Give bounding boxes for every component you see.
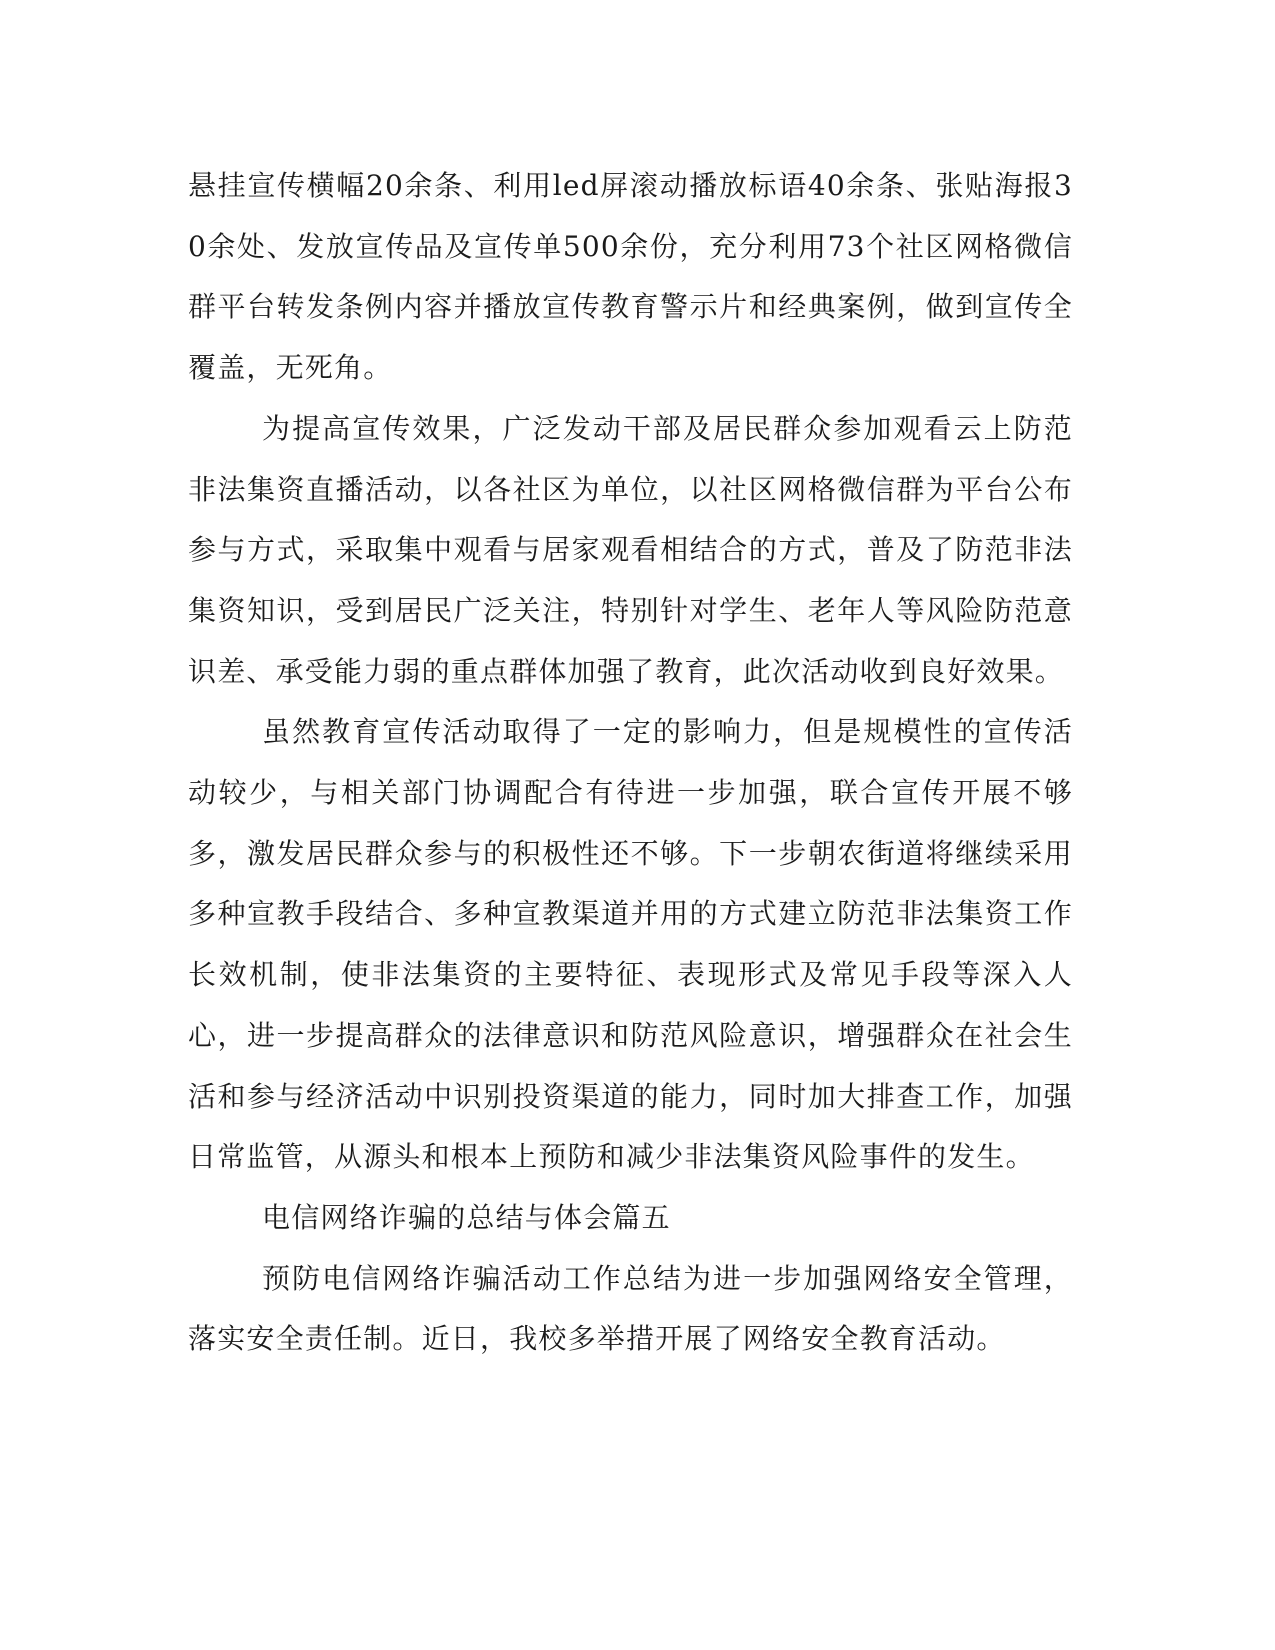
document-body [188, 156, 1073, 1370]
section-heading: 电信网络诈骗的总结与体会篇五 [262, 1200, 671, 1234]
paragraph-next-steps: 虽然教育宣传活动取得了一定的影响力，但是规模性的宣传活动较少，与相关部门协调配合有待进一步加强，联合宣传开展不够多，激发居民群众参与的积极性还不够。下一步朝农街道将继续采用多种宣教手段结合、多种宣教渠道并用的方式建立防范非法集资工作长效机制，使非法集资的主要特征、表现形式及常见手段等深入人心，进一步提高群众的法律意识和防范风险意识，增强群众在社会生活和参与经济活动中识别投资渠道的能力，同时加大排查工作，加强日常监管，从源头和根本上预防和减少非法集资风险事件的发生。 [188, 715, 1073, 1174]
paragraph-livestream-activity: 为提高宣传效果，广泛发动干部及居民群众参加观看云上防范非法集资直播活动，以各社区为单位，以社区网格微信群为平台公布参与方式，采取集中观看与居家观看相结合的方式，普及了防范非法集资知识，受到居民广泛关注，特别针对学生、老年人等风险防范意识差、承受能力弱的重点群体加强了教育，此次活动收到良好效果。 [188, 411, 1073, 688]
paragraph-publicity-stats: 悬挂宣传横幅20余条、利用led屏滚动播放标语40余条、张贴海报30余处、发放宣传品及宣传单500余份，充分利用73个社区网格微信群平台转发条例内容并播放宣传教育警示片和经典案例，做到宣传全覆盖，无死角。 [188, 169, 1073, 385]
paragraph-network-security: 预防电信网络诈骗活动工作总结为进一步加强网络安全管理，落实安全责任制。近日，我校多举措开展了网络安全教育活动。 [188, 1261, 1073, 1356]
